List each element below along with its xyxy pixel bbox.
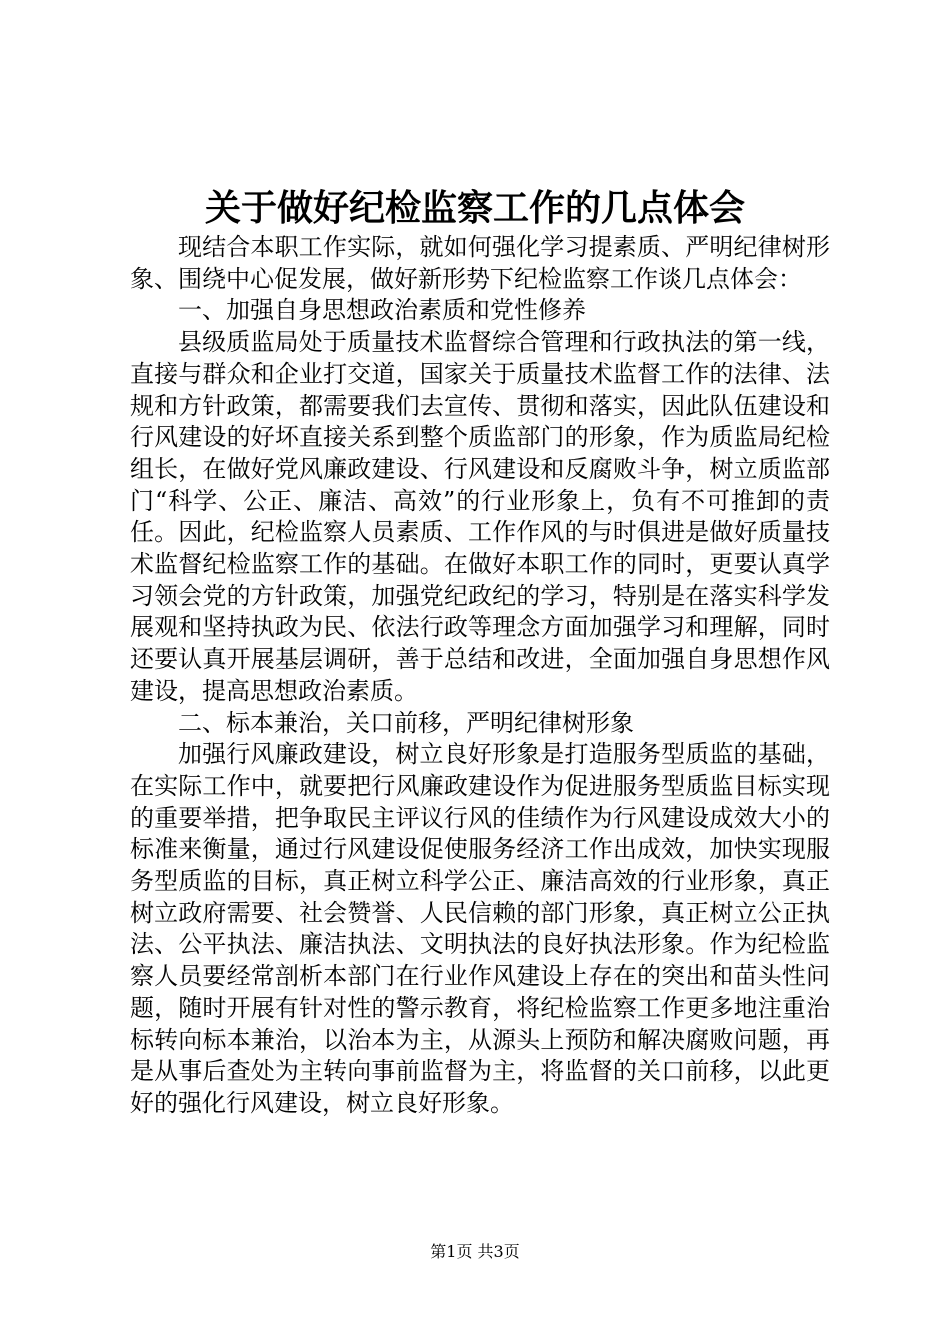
paragraph-section-2: 加强行风廉政建设，树立良好形象是打造服务型质监的基础，在实际工作中，就要把行风廉政建设作为促进服务型质监目标实现的重要举措，把争取民主评议行风的佳绩作为行风建设成效大小的标准来衡量，通过行风建设促使服务经济工作出成效，加快实现服务型质监的目标，真正树立科学公正、廉洁高效的行业形象，真正树立政府需要、社会赞誉、人民信赖的部门形象，真正树立公正执法、公平执法、廉洁执法、文明执法的良好执法形象。作为纪检监察人员要经常剖析本部门在行业作风建设上存在的突出和苗头性问题，随时开展有针对性的警示教育，将纪检监察工作更多地注重治标转向标本兼治，以治本为主，从源头上预防和解决腐败问题，再是从事后查处为主转向事前监督为主，将监督的关口前移，以此更好的强化行风建设，树立良好形象。	[130, 740, 830, 1117]
page-number-footer: 第1页 共3页	[430, 1242, 520, 1261]
document-body	[130, 232, 830, 1120]
paragraph-intro: 现结合本职工作实际，就如何强化学习提素质、严明纪律树形象、围绕中心促发展，做好新形势下纪检监察工作谈几点体会：	[130, 233, 830, 293]
document-title: 关于做好纪检监察工作的几点体会	[204, 187, 745, 229]
paragraph-section-1: 县级质监局处于质量技术监督综合管理和行政执法的第一线，直接与群众和企业打交道，国家关于质量技术监督工作的法律、法规和方针政策，都需要我们去宣传、贯彻和落实，因此队伍建设和行风建设的好坏直接关系到整个质监部门的形象，作为质监局纪检组长，在做好党风廉政建设、行风建设和反腐败斗争，树立质监部门“科学、公正、廉洁、高效”的行业形象上，负有不可推卸的责任。因此，纪检监察人员素质、工作作风的与时俱进是做好质量技术监督纪检监察工作的基础。在做好本职工作的同时，更要认真学习领会党的方针政策，加强党纪政纪的学习，特别是在落实科学发展观和坚持执政为民、依法行政等理念方面加强学习和理解，同时还要认真开展基层调研，善于总结和改进，全面加强自身思想作风建设，提高思想政治素质。	[130, 328, 830, 705]
section-heading-1: 一、加强自身思想政治素质和党性修养	[178, 296, 586, 325]
section-heading-2: 二、标本兼治，关口前移，严明纪律树形象	[178, 708, 634, 737]
